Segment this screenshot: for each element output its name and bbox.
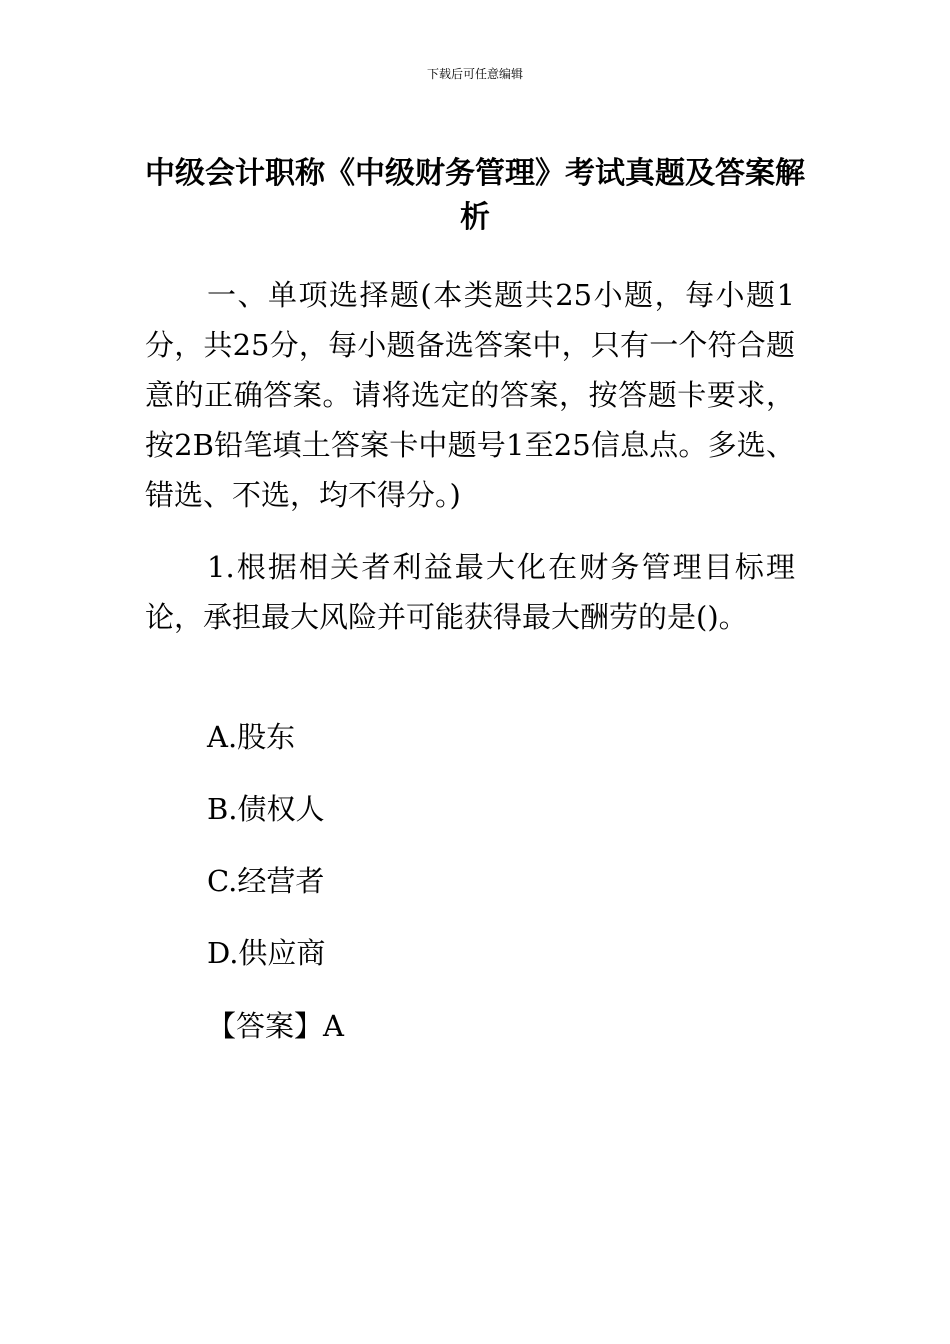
header-note: 下载后可任意编辑	[426, 67, 523, 81]
option-d: D.供应商	[207, 936, 326, 970]
option-c: C.经营者	[207, 864, 325, 898]
question-text: 1.根据相关者利益最大化在财务管理目标理论，承担最大风险并可能获得最大酬劳的是()。	[145, 550, 795, 634]
option-a: A.股东	[207, 720, 296, 754]
option-b: B.债权人	[207, 792, 325, 826]
document-title: 中级会计职称《中级财务管理》考试真题及答案解析	[145, 156, 805, 235]
answer-text: 【答案】A	[207, 1009, 344, 1043]
section-instructions: 一、单项选择题(本类题共25小题，每小题1分，共25分，每小题备选答案中，只有一个符合题意的正确答案。请将选定的答案，按答题卡要求，按2B铅笔填土答案卡中题号1至25信息点。多选、错选、不选，均不得分。)	[145, 278, 795, 512]
